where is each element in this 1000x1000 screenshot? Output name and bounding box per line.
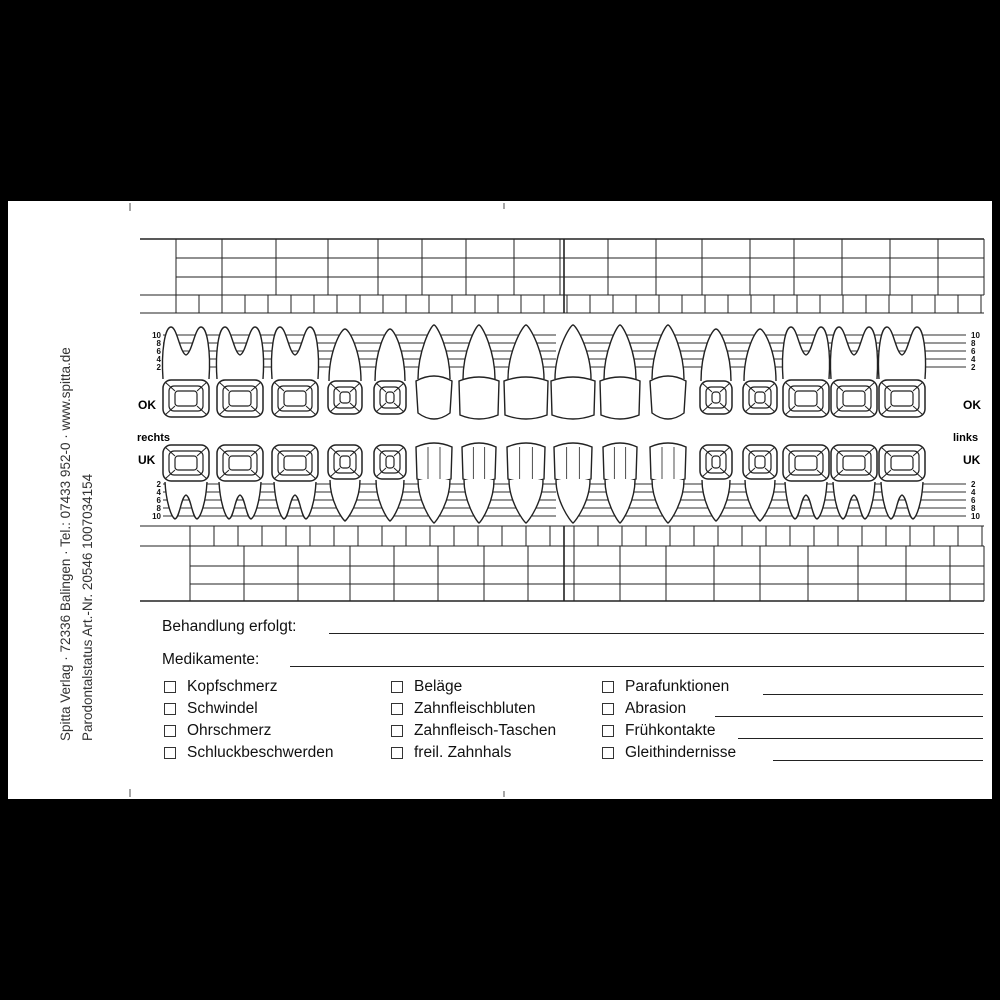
depth-scale-tick-label: 6 (156, 347, 161, 356)
lower-incisor-crown (462, 443, 496, 482)
depth-scale-tick-label: 6 (971, 347, 976, 356)
depth-scale-tick-label: 8 (156, 339, 161, 348)
checkbox-box[interactable] (391, 747, 403, 759)
depth-scale-tick-label: 10 (152, 512, 161, 521)
depth-scale-tick-label: 6 (971, 496, 976, 505)
upper-incisor-root (508, 325, 544, 379)
checkbox-box[interactable] (602, 747, 614, 759)
label-rechts: rechts (137, 432, 171, 444)
upper-incisor-crown (551, 377, 595, 419)
depth-scale-tick-label: 6 (156, 496, 161, 505)
depth-scale-tick-label: 2 (971, 480, 976, 489)
checkbox-box[interactable] (602, 681, 614, 693)
lower-premolar-root (376, 480, 404, 521)
upper-premolar-root (701, 329, 731, 381)
checkbox-box[interactable] (391, 703, 403, 715)
behandlung-label: Behandlung erfolgt: (162, 618, 297, 635)
lower-incisor-crown (650, 443, 686, 482)
lower-premolar-root (702, 480, 730, 521)
parafunktionen-input-line[interactable] (763, 694, 983, 695)
lower-incisor-root (556, 480, 590, 523)
behandlung-input-line[interactable] (329, 633, 984, 634)
publisher-info: Spitta Verlag · 72336 Balingen · Tel.: 07433 952-0 · www.spitta.de (58, 347, 73, 741)
upper-incisor-crown (459, 377, 499, 419)
lower-incisor-root (509, 480, 543, 523)
lower-molar-root (833, 482, 875, 519)
checkbox-label: Zahnfleischbluten (414, 700, 536, 717)
depth-scale-tick-label: 4 (971, 355, 976, 364)
gleithindernisse-input-line[interactable] (773, 760, 983, 761)
depth-scale-tick-label: 8 (971, 339, 976, 348)
checkbox-box[interactable] (164, 703, 176, 715)
upper-canine-crown (416, 376, 452, 419)
checkbox-box[interactable] (164, 725, 176, 737)
depth-scale-tick-label: 2 (156, 363, 161, 372)
lower-incisor-crown (554, 443, 592, 482)
label-uk-left: UK (963, 453, 981, 467)
upper-canine-crown (650, 376, 686, 419)
depth-scale-tick-label: 10 (971, 331, 980, 340)
lower-incisor-crown (603, 443, 637, 482)
depth-scale-tick-label: 2 (156, 480, 161, 489)
checkbox-kopfschmerz[interactable] (164, 678, 277, 696)
checkbox-box[interactable] (602, 703, 614, 715)
checkbox-label: Zahnfleisch-Taschen (414, 722, 557, 739)
lower-premolar-root (745, 480, 775, 521)
checkbox-label: freil. Zahnhals (414, 744, 512, 761)
upper-premolar-root (744, 329, 776, 381)
checkbox-gleithindernisse[interactable] (602, 744, 736, 762)
checkbox-belaege[interactable] (391, 678, 462, 696)
checkbox-label: Frühkontakte (625, 722, 716, 739)
lower-incisor-crown (416, 443, 452, 482)
lower-premolar-root (330, 480, 360, 521)
depth-scale-tick-label: 10 (971, 512, 980, 521)
checkbox-box[interactable] (164, 747, 176, 759)
checkbox-box[interactable] (391, 681, 403, 693)
lower-incisor-crown (507, 443, 545, 482)
lower-incisor-root (652, 480, 684, 523)
checkbox-zahnfleisch-taschen[interactable] (391, 722, 556, 740)
fruehkontakte-input-line[interactable] (738, 738, 983, 739)
checkbox-label: Parafunktionen (625, 678, 730, 695)
checkbox-schluckbeschwerden[interactable] (164, 744, 333, 762)
lower-molar-root (274, 482, 316, 519)
depth-scale-tick-label: 8 (156, 504, 161, 513)
upper-canine-root (418, 325, 450, 379)
label-links: links (953, 432, 979, 444)
checkbox-label: Beläge (414, 678, 463, 695)
checkbox-ohrschmerz[interactable] (164, 722, 271, 740)
upper-canine-root (652, 325, 684, 379)
form-title-article-number: Parodontalstatus Art.-Nr. 20546 1007034154 (80, 473, 95, 741)
label-ok-right: OK (138, 398, 156, 412)
checkbox-label: Ohrschmerz (187, 722, 272, 739)
checkbox-zahnfleischbluten[interactable] (391, 700, 536, 718)
depth-scale-tick-label: 4 (971, 488, 976, 497)
label-ok-left: OK (963, 398, 981, 412)
lower-molar-root (165, 482, 207, 519)
lower-incisor-root (464, 480, 494, 523)
upper-premolar-root (375, 329, 405, 381)
checkbox-box[interactable] (602, 725, 614, 737)
abrasion-input-line[interactable] (715, 716, 983, 717)
upper-incisor-crown (600, 377, 640, 419)
checkbox-label: Abrasion (625, 700, 687, 717)
lower-incisor-root (605, 480, 635, 523)
medikamente-label: Medikamente: (162, 651, 260, 668)
label-uk-right: UK (138, 453, 156, 467)
checkbox-abrasion[interactable] (602, 700, 686, 718)
lower-molar-root (881, 482, 923, 519)
checkbox-label: Kopfschmerz (187, 678, 278, 695)
medikamente-input-line[interactable] (290, 666, 984, 667)
checkbox-box[interactable] (164, 681, 176, 693)
upper-incisor-root (604, 325, 636, 379)
upper-premolar-root (329, 329, 361, 381)
checkbox-label: Schwindel (187, 700, 258, 717)
checkbox-fruehkontakte[interactable] (602, 722, 715, 740)
parodontal-status-card (8, 201, 992, 799)
upper-incisor-crown (504, 377, 548, 419)
lower-incisor-root (418, 480, 450, 523)
checkbox-parafunktionen[interactable] (602, 678, 729, 696)
depth-scale-tick-label: 2 (971, 363, 976, 372)
lower-molar-root (219, 482, 261, 519)
checkbox-label: Gleithindernisse (625, 744, 737, 761)
checkbox-box[interactable] (391, 725, 403, 737)
upper-incisor-root (463, 325, 495, 379)
upper-incisor-root (555, 325, 591, 379)
depth-scale-tick-label: 8 (971, 504, 976, 513)
lower-molar-root (785, 482, 827, 519)
checkbox-schwindel[interactable] (164, 700, 258, 718)
checkbox-label: Schluckbeschwerden (187, 744, 334, 761)
depth-scale-tick-label: 10 (152, 331, 161, 340)
depth-scale-tick-label: 4 (156, 488, 161, 497)
checkbox-freil-zahnhals[interactable] (391, 744, 511, 762)
depth-scale-tick-label: 4 (156, 355, 161, 364)
